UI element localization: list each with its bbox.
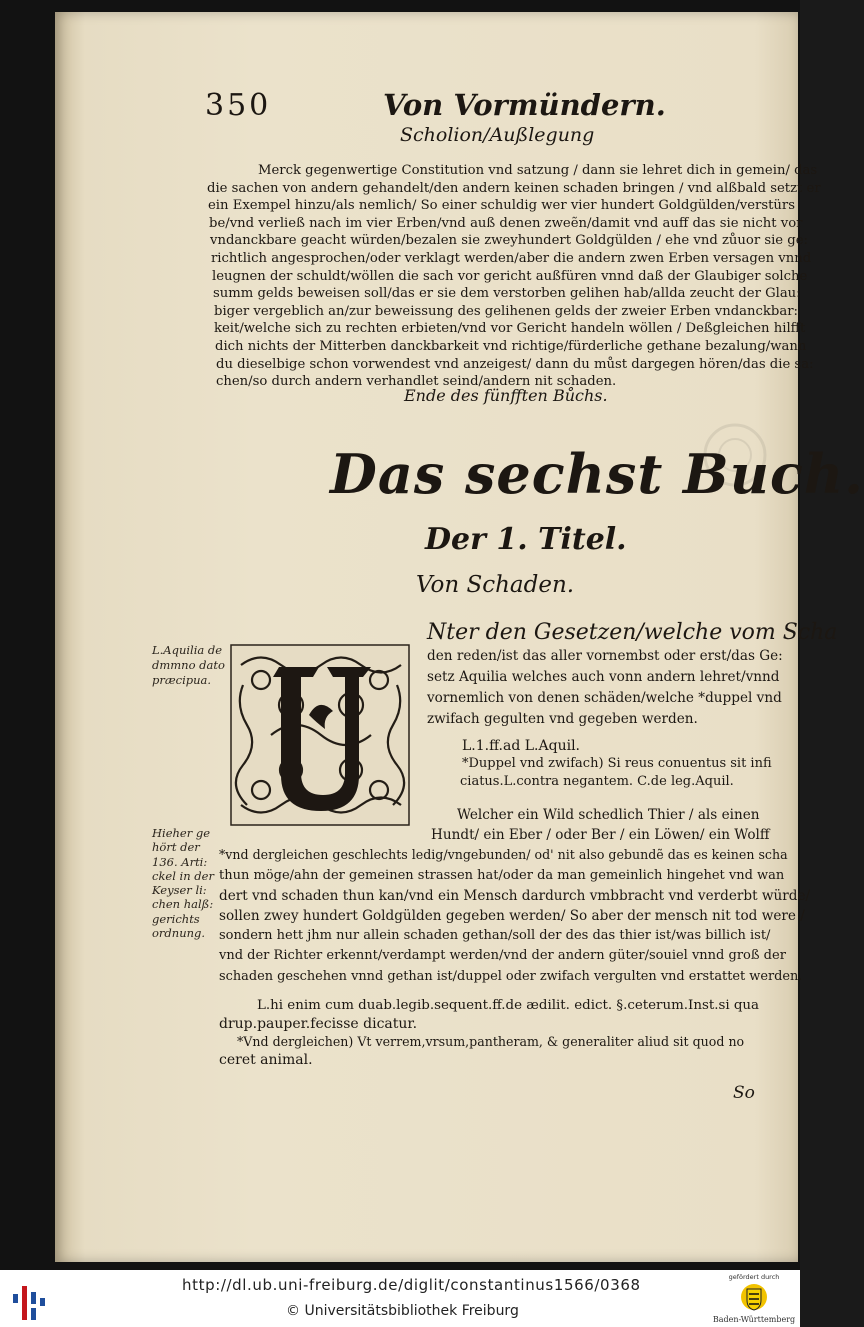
freiburg-library-logo-icon[interactable] [10,1280,50,1322]
text-line: ein Exempel hinzu/als nemlich/ So einer schuldig wer vier hundert Goldgülden/verstürs [208,198,795,214]
viewer-footer [0,1270,800,1327]
section-title: Von Schaden. [416,572,575,598]
baden-wuerttemberg-coat-of-arms-icon [740,1282,768,1314]
sponsor-caption: gefördert durch [728,1273,780,1281]
intro-paragraph [427,622,837,730]
text-line: dert vnd schaden thun kan/vnd ein Mensch dardurch vmbbracht vnd verderbt würde/ [219,887,811,904]
text-line: L.1.ff.ad L.Aquil. [462,738,581,754]
margin-line: ordnung. [152,926,206,941]
text-line: be/vnd verließ nach im vier Erben/vnd auß denen zweẽn/damit vnd auff das sie nicht vor [209,215,803,231]
margin-line: 136. Arti: [152,854,208,869]
margin-note-aquilia [152,643,225,688]
text-line: die sachen von andern gehandelt/den andern keinen schaden bringen / vnd alßbald setzt er [207,180,821,196]
text-line: Merck gegenwertige Constitution vnd satzung / dann sie lehret dich in gemein/ das [258,163,818,178]
text-line: summ gelds beweisen soll/das er sie dem verstorben gelihen hab/allda zeucht der Glau: [213,286,801,302]
text-line: ceret animal. [219,1052,313,1068]
margin-line: Keyser li: [152,883,207,898]
margin-line: Hieher ge [152,826,211,840]
text-line: *Vnd dergleichen) Vt verrem,vrsum,pantheram, & generaliter aliud sit quod no [237,1034,745,1049]
text-line: du dieselbige schon vorwendest vnd anzeigest/ dann du můst dargegen hören/das die sa: [216,356,814,372]
text-line: vornemlich von denen schäden/welche *duppel vnd [427,690,782,706]
text-line: ciatus.L.contra negantem. C.de leg.Aquil. [460,774,734,789]
copyright-notice: © Universitätsbibliothek Freiburg [286,1303,519,1319]
book-end-note: Ende des fünfften Bůchs. [404,386,608,405]
section-subtitle: Scholion/Außlegung [400,124,595,146]
sponsor-badge[interactable] [712,1273,796,1325]
margin-line: ckel in der [152,868,214,883]
scholion-paragraph [207,162,821,391]
page-number: 350 [205,88,272,123]
sponsor-name: Baden-Württemberg [712,1315,796,1324]
text-line: biger vergeblich an/zur beweissung des gelihenen gelds der zweier Erben vndanckbar: [214,303,798,319]
text-line: Welcher ein Wild schedlich Thier / als einen [457,807,760,823]
margin-line: gerichts [152,911,200,926]
main-paragraph [219,805,810,987]
text-line: vnd der Richter erkennt/verdampt werden/vnd der andern güter/souiel vnnd groß der [219,948,786,964]
text-line: *Duppel vnd zwifach) Si reus conuentus sit infi [462,756,772,771]
text-line: setz Aquilia welches auch vonn andern lehret/vnnd [427,669,780,685]
text-line: den reden/ist das aller vornembst oder erst/das Ge: [427,648,783,664]
text-line: *vnd dergleichen geschlechts ledig/vngebunden/ od' nit also gebundẽ das es keinen scha [219,847,788,863]
text-line: vndanckbare geacht würden/bezalen sie zweyhundert Goldgülden / ehe vnd zůuor sie ge: [210,233,808,249]
latin-note [219,997,759,1069]
text-line: sondern hett jhm nur allein schaden gethan/soll der des das thier ist/was billich ist/ [219,928,771,944]
text-line: schaden geschehen vnnd gethan ist/duppel oder zwifach vergulten vnd erstattet werden. [219,968,803,984]
margin-line: hört der [152,840,200,855]
book-title: Das sechst Buch. [330,442,864,506]
margin-note-halsgericht [152,826,214,940]
titel-heading: Der 1. Titel. [425,522,627,557]
text-line: dich nichts der Mitterben danckbarkeit vnd richtige/fürderliche gethane bezalung/wann [215,338,807,354]
text-line: zwifach gegulten vnd gegeben werden. [427,711,698,727]
intro-first-line: Nter den Gesetzen/welche vom Scha [427,620,838,645]
margin-line: dmmno dato [152,658,225,672]
text-line: chen/so durch andern verhandlet seind/andern nit schaden. [216,374,617,390]
text-line: thun möge/ahn der gemeinen strassen hat/oder da man gemeinlich hingehet vnd wan [219,867,785,883]
running-title: Von Vormündern. [383,88,666,122]
margin-line: præcipua. [152,673,212,687]
text-line: sollen zwey hundert Goldgülden gegeben werden/ So aber der mensch nit tod were / [219,908,805,925]
text-line: leugnen der schuldt/wöllen die sach vor gericht außfüren vnnd daß der Glaubiger solche [212,268,808,284]
margin-line: chen halß: [152,897,214,912]
text-line: richtlich angesprochen/oder verklagt werden/aber die andern zwen Erben versagen vnnd [211,250,812,266]
catchword: So [733,1083,755,1103]
source-url-link[interactable]: http://dl.ub.uni-freiburg.de/diglit/constantinus1566/0368 [182,1276,641,1294]
text-line: Hundt/ ein Eber / oder Ber / ein Löwen/ ein Wolff [431,827,770,844]
margin-line: L.Aquilia de [152,643,223,657]
text-line: keit/welche sich zu rechten erbieten/vnd vor Gericht handeln wöllen / Deßgleichen hilfft [214,321,806,337]
text-line: drup.pauper.fecisse dicatur. [219,1016,418,1032]
decorated-initial-u-icon [231,645,409,825]
text-line [427,622,837,646]
text-line: L.hi enim cum duab.legib.sequent.ff.de ædilit. edict. §.ceterum.Inst.si qua [257,998,760,1013]
legal-citation-note [462,737,772,791]
